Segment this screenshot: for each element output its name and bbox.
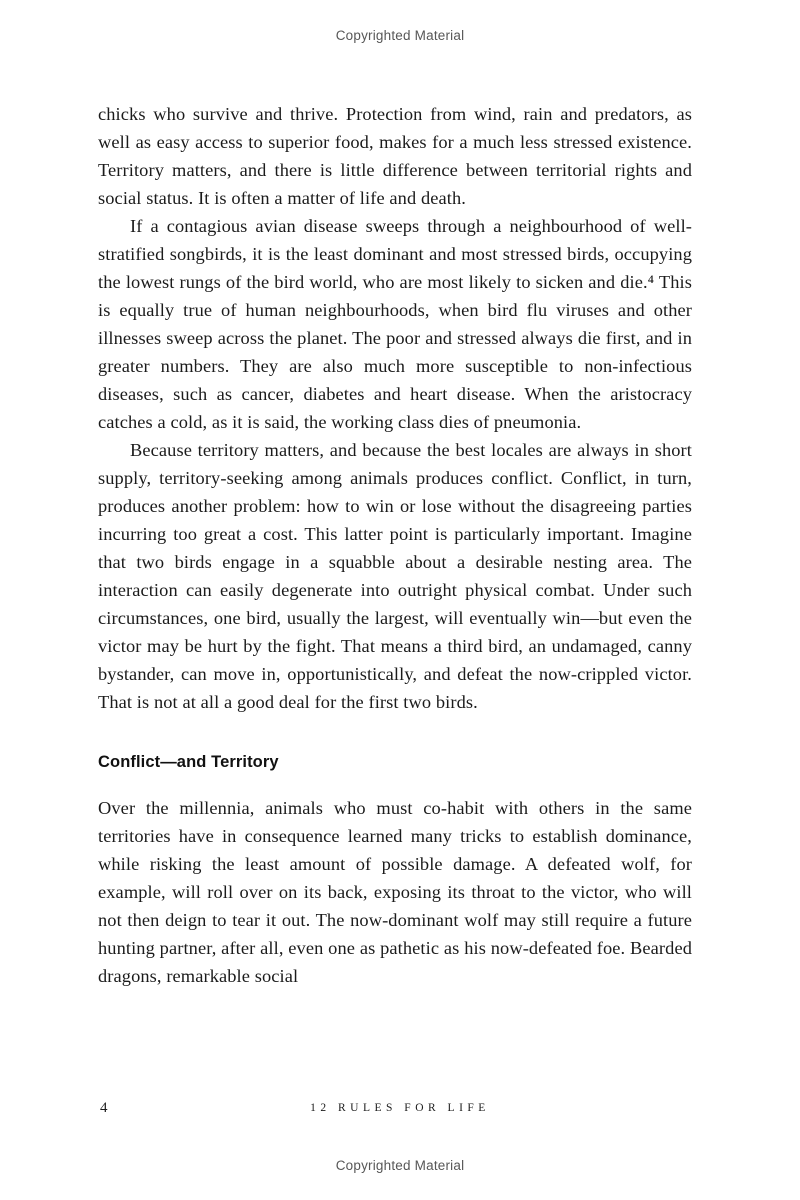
body-text bbox=[98, 100, 692, 990]
running-footer-title: 12 RULES FOR LIFE bbox=[310, 1102, 490, 1114]
paragraph: If a contagious avian disease sweeps through a neighbourhood of well-stratified songbirds, it is the least dominant and most stressed birds, occupying the lowest rungs of the bird world, who are most likely to sicken and die.⁴ This is equally true of human neighbourhoods, when bird flu viruses and other illnesses sweep across the planet. The poor and stressed always die first, and in greater numbers. They are also much more susceptible to non-infectious diseases, such as cancer, diabetes and heart disease. When the aristocracy catches a cold, as it is said, the working class dies of pneumonia. bbox=[98, 216, 692, 432]
paragraph: Over the millennia, animals who must co-habit with others in the same territories have in consequence learned many tricks to establish dominance, while risking the least amount of possible damage. A defeated wolf, for example, will roll over on its back, exposing its throat to the victor, who will not then deign to tear it out. The now-dominant wolf may still require a future hunting partner, after all, even one as pathetic as his now-defeated foe. Bearded dragons, remarkable social bbox=[98, 798, 692, 986]
page-number: 4 bbox=[100, 1100, 108, 1116]
copyright-notice-top: Copyrighted Material bbox=[335, 28, 465, 43]
copyright-notice-bottom: Copyrighted Material bbox=[335, 1158, 465, 1173]
paragraph: Because territory matters, and because the best locales are always in short supply, territory-seeking among animals produces conflict. Conflict, in turn, produces another problem: how to win or lose without the disagreeing parties incurring too great a cost. This latter point is particularly important. Imagine that two birds engage in a squabble about a desirable nesting area. The interaction can easily degenerate into outright physical combat. Under such circumstances, one bird, usually the largest, will eventually win—but even the victor may be hurt by the fight. That means a third bird, an undamaged, canny bystander, can move in, opportunistically, and defeat the now-crippled victor. That is not at all a good deal for the first two birds. bbox=[98, 440, 692, 712]
paragraph: chicks who survive and thrive. Protection from wind, rain and predators, as well as easy access to superior food, makes for a much less stressed existence. Territory matters, and there is little difference between territorial rights and social status. It is often a matter of life and death. bbox=[98, 104, 692, 208]
section-heading: Conflict—and Territory bbox=[98, 753, 279, 771]
page-footer bbox=[0, 1100, 800, 1124]
